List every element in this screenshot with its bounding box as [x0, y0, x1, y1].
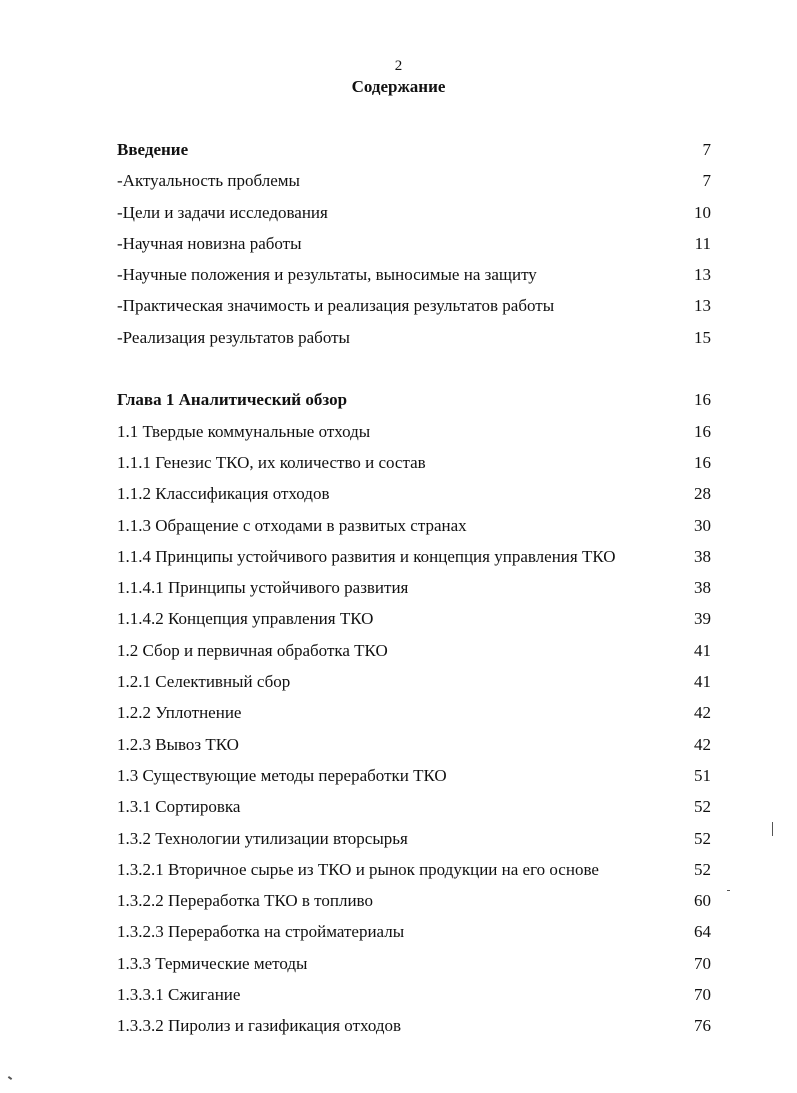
toc-entry-page: 38: [694, 578, 711, 598]
toc-entry[interactable]: [117, 640, 715, 671]
toc-entry-title: 1.1.2 Классификация отходов: [117, 484, 330, 504]
toc-entry-title: 1.2.1 Селективный сбор: [117, 672, 291, 692]
toc-entry-title: 1.2 Сбор и первичная обработка ТКО: [117, 640, 388, 660]
toc-entry-page: 10: [694, 202, 711, 222]
toc-entry-title: 1.3 Существующие методы переработки ТКО: [117, 765, 447, 785]
toc-entry-page: 70: [694, 985, 711, 1005]
toc-entry-page: 16: [694, 452, 711, 472]
toc-entry-page: 52: [694, 797, 711, 817]
toc-entry[interactable]: [117, 170, 715, 201]
toc-entry[interactable]: [117, 953, 715, 984]
scan-speck: [727, 890, 730, 891]
toc-entry-title: -Реализация результатов работы: [117, 327, 350, 347]
toc-entry-page: 7: [702, 171, 711, 191]
toc-entry-title: 1.1 Твердые коммунальные отходы: [117, 421, 371, 441]
toc-entry-title: 1.1.1 Генезис ТКО, их количество и состав: [117, 452, 426, 472]
toc-entry-page: 38: [694, 546, 711, 566]
toc-entry-title: 1.1.4.2 Концепция управления ТКО: [117, 609, 374, 629]
toc-entry-page: 7: [702, 140, 711, 159]
toc-entry-title: 1.2.3 Вывоз ТКО: [117, 734, 239, 754]
toc-entry-title: 1.1.4 Принципы устойчивого развития и концепция управления ТКО: [117, 546, 616, 566]
section-spacer: [117, 358, 715, 389]
toc-entry[interactable]: [117, 921, 715, 952]
toc-entry[interactable]: [117, 483, 715, 514]
toc-entry[interactable]: [117, 796, 715, 827]
toc-entry[interactable]: [117, 546, 715, 577]
toc-entry[interactable]: [117, 421, 715, 452]
toc-entry-page: 64: [694, 922, 711, 942]
toc-entry-page: 51: [694, 765, 711, 785]
page-title: Содержание: [351, 77, 446, 96]
toc-entry[interactable]: [117, 702, 715, 733]
toc-entry-page: 42: [694, 734, 711, 754]
toc-entry-title: 1.3.2.3 Переработка на стройматериалы: [117, 922, 405, 942]
toc-entry-page: 13: [694, 265, 711, 285]
toc-entry-title: 1.3.3 Термические методы: [117, 953, 308, 973]
toc-entry-title: 1.3.2.1 Вторичное сырье из ТКО и рынок продукции на его основе: [117, 859, 599, 879]
toc-entry-title: 1.3.2 Технологии утилизации вторсырья: [117, 828, 408, 848]
toc-entry-page: 11: [694, 233, 711, 253]
toc-entry-title: -Научные положения и результаты, выносимые на защиту: [117, 265, 537, 285]
toc-entry-page: 30: [694, 515, 711, 535]
toc-entry-page: 16: [694, 421, 711, 441]
toc-entry-title: 1.2.2 Уплотнение: [117, 703, 242, 723]
toc-entry-title: Глава 1 Аналитический обзор: [117, 390, 348, 410]
toc-entry-title: 1.1.3 Обращение с отходами в развитых странах: [117, 515, 467, 535]
toc-entry[interactable]: [117, 452, 715, 483]
toc-entry[interactable]: [117, 890, 715, 921]
toc-entry-page: 39: [694, 609, 711, 629]
toc-entry-title: -Практическая значимость и реализация результатов работы: [117, 296, 555, 316]
scan-speck: [772, 822, 773, 836]
table-of-contents: [117, 139, 715, 1047]
toc-entry[interactable]: [117, 984, 715, 1015]
toc-entry-title: 1.3.3.2 Пиролиз и газификация отходов: [117, 1016, 402, 1036]
toc-entry[interactable]: [117, 327, 715, 358]
toc-entry-introduction[interactable]: [117, 139, 715, 170]
toc-entry[interactable]: [117, 828, 715, 859]
toc-entry[interactable]: [117, 608, 715, 639]
toc-entry[interactable]: [117, 859, 715, 890]
toc-entry[interactable]: [117, 577, 715, 608]
toc-entry-title: 1.3.3.1 Сжигание: [117, 985, 241, 1005]
toc-entry-chapter-1[interactable]: [117, 389, 715, 420]
toc-entry-title: 1.1.4.1 Принципы устойчивого развития: [117, 578, 409, 598]
toc-entry-page: 15: [694, 327, 711, 347]
toc-entry-title: -Научная новизна работы: [117, 233, 302, 253]
scan-speck: [8, 1076, 12, 1080]
toc-entry[interactable]: [117, 264, 715, 295]
toc-entry[interactable]: [117, 765, 715, 796]
toc-entry[interactable]: [117, 233, 715, 264]
toc-entry[interactable]: [117, 515, 715, 546]
toc-entry[interactable]: [117, 1015, 715, 1046]
toc-entry-title: -Цели и задачи исследования: [117, 202, 328, 222]
toc-entry-title: Введение: [117, 140, 189, 159]
toc-entry-title: 1.3.2.2 Переработка ТКО в топливо: [117, 891, 373, 911]
toc-entry-page: 76: [694, 1016, 711, 1036]
toc-entry-page: 70: [694, 953, 711, 973]
toc-entry-page: 60: [694, 891, 711, 911]
page-number: 2: [394, 58, 403, 74]
toc-entry-page: 28: [694, 484, 711, 504]
toc-entry[interactable]: [117, 202, 715, 233]
toc-entry-page: 41: [694, 640, 711, 660]
toc-entry-title: -Актуальность проблемы: [117, 171, 300, 191]
toc-entry-page: 52: [694, 859, 711, 879]
toc-entry[interactable]: [117, 734, 715, 765]
toc-entry-page: 41: [694, 672, 711, 692]
toc-entry-page: 42: [694, 703, 711, 723]
toc-entry-title: 1.3.1 Сортировка: [117, 797, 241, 817]
toc-entry-page: 16: [694, 390, 711, 410]
toc-entry-page: 52: [694, 828, 711, 848]
toc-entry-page: 13: [694, 296, 711, 316]
toc-entry[interactable]: [117, 671, 715, 702]
toc-entry[interactable]: [117, 295, 715, 326]
